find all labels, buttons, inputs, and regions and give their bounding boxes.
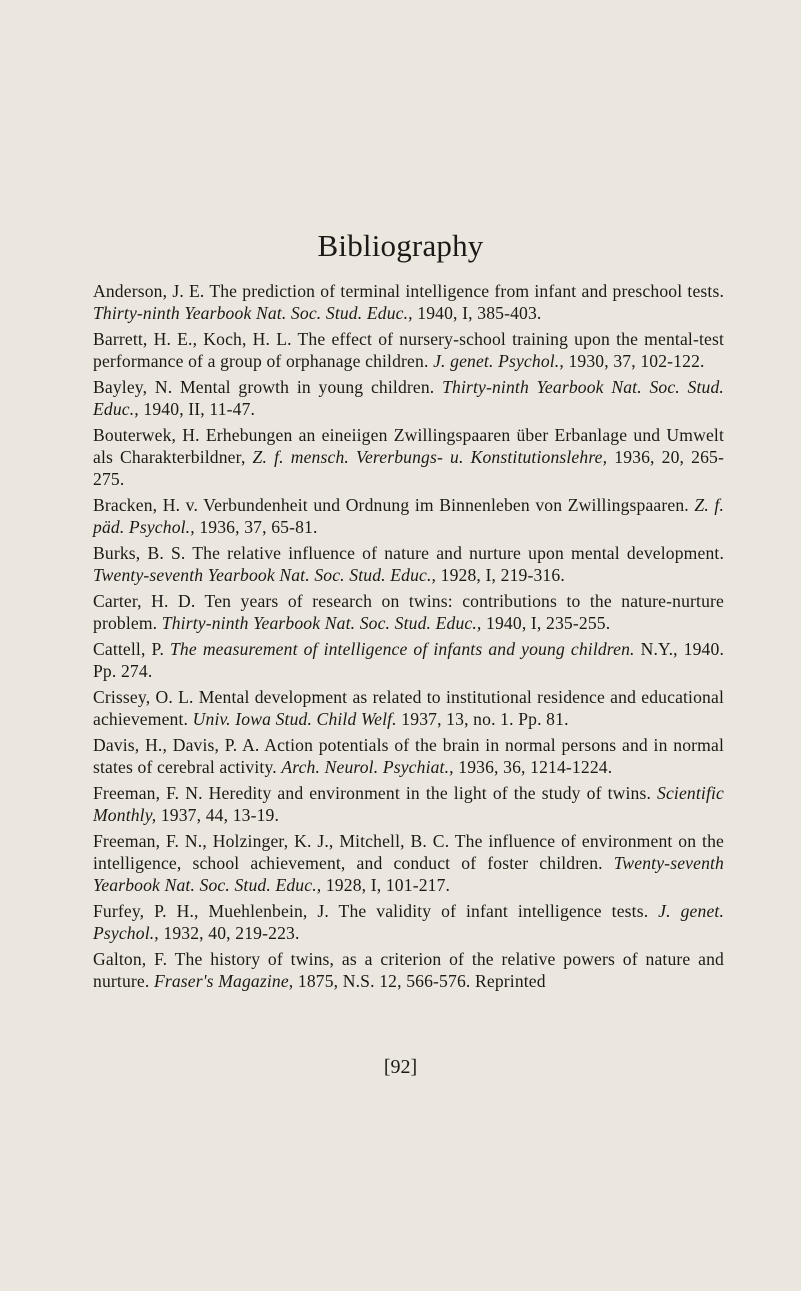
entry-text: Bayley, N. Mental growth in young children. [93,377,443,397]
entry-source-title: Thirty-ninth Yearbook Nat. Soc. Stud. Educ., [161,613,482,633]
bibliography-entry [93,734,724,778]
entry-text: Freeman, F. N. Heredity and environment in the light of the study of twins. [93,783,658,803]
entry-text: Bouterwek, H. Erhebungen an eineiigen Zwillingspaaren über Erbanlage und Umwelt als Charakterbildner, [93,425,724,467]
entry-text: 1936, 36, 1214-1224. [453,757,613,777]
bibliography-list [93,280,724,996]
entry-text: 1936, 37, 65-81. [194,517,318,537]
entry-text: 1875, N.S. 12, 566-576. Reprinted [293,971,546,991]
bibliography-entry [93,542,724,586]
entry-source-title: Z. f. päd. Psychol., [93,495,724,537]
bibliography-entry [93,900,724,944]
bibliography-entry [93,494,724,538]
entry-text: 1932, 40, 219-223. [158,923,300,943]
entry-text: 1928, I, 219-316. [436,565,565,585]
page-title: Bibliography [317,228,484,263]
entry-text: 1928, I, 101-217. [321,875,451,895]
entry-text: 1937, 44, 13-19. [156,805,280,825]
entry-text: Cattell, P. [93,639,170,659]
page-number: [92] [383,1056,418,1078]
bibliography-entry [93,948,724,992]
entry-source-title: Univ. Iowa Stud. Child Welf. [192,709,397,729]
entry-source-title: Fraser's Magazine, [153,971,294,991]
entry-source-title: Arch. Neurol. Psychiat., [281,757,454,777]
entry-text: Freeman, F. N., Holzinger, K. J., Mitchell, B. C. The influence of environment on the intelligence, school achievement, and conduct of foster children. [93,831,724,873]
bibliography-entry [93,328,724,372]
entry-text: 1930, 37, 102-122. [563,351,705,371]
entry-source-title: The measurement of intelligence of infants and young children. [170,639,635,659]
bibliography-entry [93,376,724,420]
entry-text: 1940, II, 11-47. [138,399,256,419]
entry-source-title: Thirty-ninth Yearbook Nat. Soc. Stud. Educ., [93,303,413,323]
entry-source-title: Scientific Monthly, [93,783,724,825]
entry-text: Barrett, H. E., Koch, H. L. The effect of nursery-school training upon the mental-test performance of a group of orphanage children. [93,329,724,371]
bibliography-entry [93,590,724,634]
entry-text: Bracken, H. v. Verbundenheit und Ordnung im Binnenleben von Zwillingspaaren. [93,495,695,515]
entry-text: Burks, B. S. The relative influence of nature and nurture upon mental development. [93,543,724,563]
bibliography-entry [93,424,724,490]
bibliography-entry [93,280,724,324]
entry-text: 1940, I, 385-403. [412,303,542,323]
entry-text: Galton, F. The history of twins, as a criterion of the relative powers of nature and nurture. [93,949,724,991]
bibliography-entry [93,638,724,682]
entry-source-title: Twenty-seventh Yearbook Nat. Soc. Stud. Educ., [93,853,724,895]
entry-text: Anderson, J. E. The prediction of terminal intelligence from infant and preschool tests. [93,281,724,301]
entry-text: N.Y., 1940. Pp. 274. [93,639,724,681]
entry-text: Davis, H., Davis, P. A. Action potentials of the brain in normal persons and in normal states of cerebral activity. [93,735,724,777]
entry-source-title: Thirty-ninth Yearbook Nat. Soc. Stud. Educ., [93,377,724,419]
entry-text: 1937, 13, no. 1. Pp. 81. [396,709,569,729]
entry-source-title: Twenty-seventh Yearbook Nat. Soc. Stud. Educ., [93,565,437,585]
entry-source-title: Z. f. mensch. Vererbungs- u. Konstitutionslehre, [252,447,608,467]
entry-text: 1936, 20, 265-275. [93,447,724,489]
bibliography-entry [93,782,724,826]
entry-source-title: J. genet. Psychol., [93,901,724,943]
entry-text: Carter, H. D. Ten years of research on twins: contributions to the nature-nurture problem. [93,591,724,633]
bibliography-entry [93,830,724,896]
entry-text: Furfey, P. H., Muehlenbein, J. The validity of infant intelligence tests. [93,901,659,921]
entry-text: 1940, I, 235-255. [481,613,611,633]
entry-source-title: J. genet. Psychol., [433,351,564,371]
bibliography-entry [93,686,724,730]
entry-text: Crissey, O. L. Mental development as related to institutional residence and educational achievement. [93,687,724,729]
